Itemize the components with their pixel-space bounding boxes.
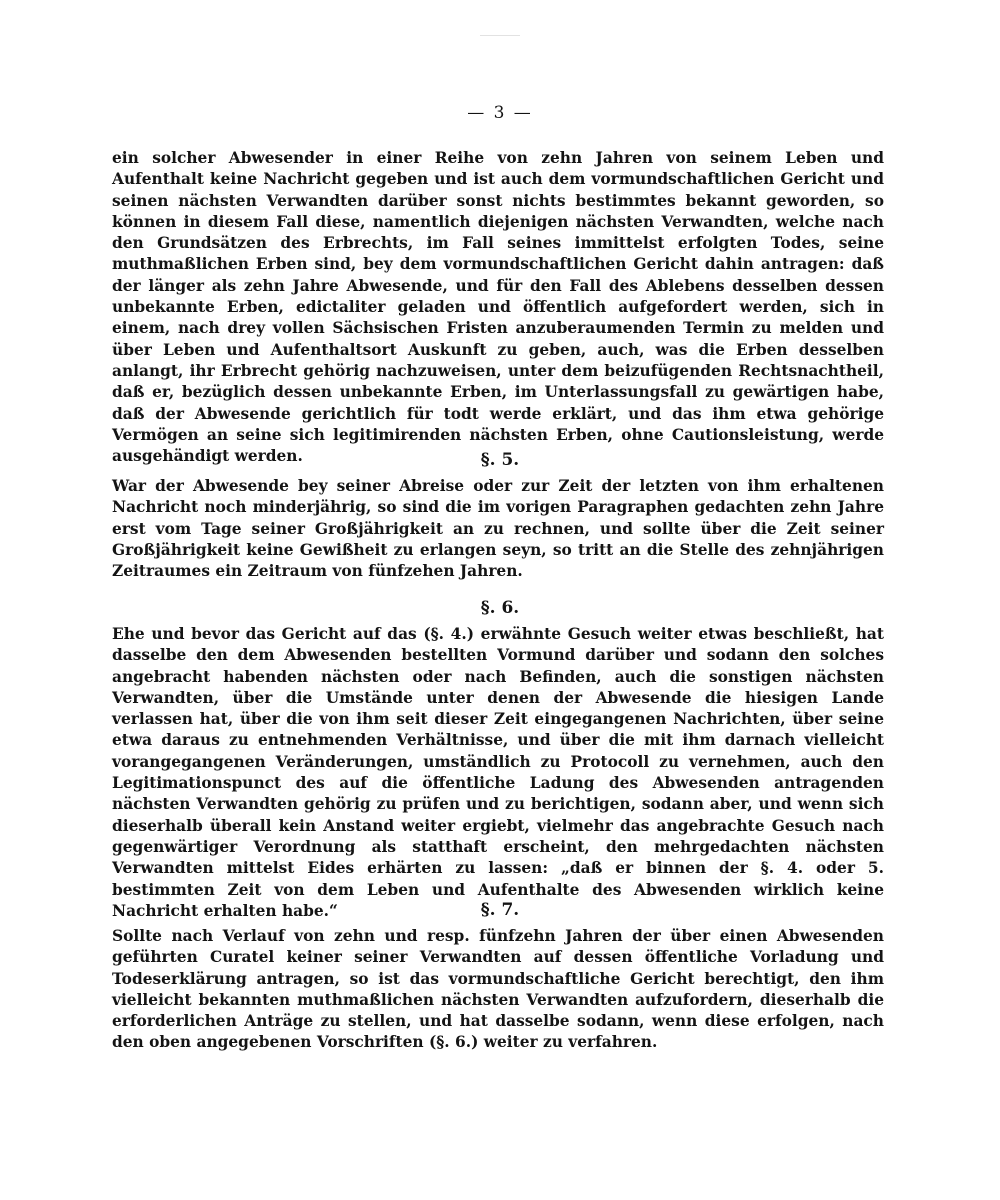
section-5-text: War der Abwesende bey seiner Abreise oder zur Zeit der letzten von ihm erhaltenen Nachricht noch minderjährig, so sind die im vorigen Paragraphen gedachten zehn Jahre erst vom Tage seiner Großjährigkeit an zu rechnen, und sollte über die Zeit seiner Großjährigkeit keine Gewißheit zu erlangen seyn, so tritt an die Stelle des zehnjährigen Zeitraumes ein Zeitraum von fünfzehen Jahren. <box>112 477 884 581</box>
section-6-text: Ehe und bevor das Gericht auf das (§. 4.) erwähnte Gesuch weiter etwas beschließt, hat dasselbe den dem Abwesenden bestellten Vormund darüber und sodann den solches angebracht habenden nächsten oder nach Befinden, auch die sonstigen nächsten Verwandten, über die Umstände unter denen der Abwesende die hiesigen Lande verlassen hat, über die von ihm seit dieser Zeit eingegangenen Nachrichten, über seine etwa daraus zu entnehmenden Verhältnisse, und über die mit ihm darnach vielleicht vorangegangenen Veränderungen, umständlich zu Protocoll zu vernehmen, auch den Legitimationspunct des auf die öffentliche Ladung des Abwesenden antragenden nächsten Verwandten gehörig zu prüfen und zu berichtigen, sodann aber, und wenn sich dieserhalb überall kein Anstand weiter ergiebt, vielmehr das angebrachte Gesuch nach gegenwärtiger Verordnung als statthaft erscheint, den mehrgedachten nächsten Verwandten mittelst Eides erhärten zu lassen: „daß er binnen der §. 4. oder 5. bestimmten Zeit von dem Leben und Aufenthalte des Abwesenden wirklich keine Nachricht erhalten habe.“ <box>112 625 884 920</box>
section-5-heading: §. 5. <box>480 450 520 470</box>
top-rule <box>480 35 520 36</box>
page-number: — 3 — <box>467 103 533 123</box>
section-7-text: Sollte nach Verlauf von zehn und resp. fünfzehn Jahren der über einen Abwesenden geführten Curatel keiner seiner Verwandten auf dessen öffentliche Vorladung und Todeserklärung antragen, so ist das vormundschaftliche Gericht berechtigt, den ihm vielleicht bekannten muthmaßlichen nächsten Verwandten aufzufordern, dieserhalb die erforderlichen Anträge zu stellen, und hat dasselbe sodann, wenn diese erfolgen, nach den oben angegebenen Vorschriften (§. 6.) weiter zu verfahren. <box>112 927 884 1052</box>
section-7-heading: §. 7. <box>480 900 520 920</box>
paragraph-intro: ein solcher Abwesender in einer Reihe von zehn Jahren von seinem Leben und Aufenthalt keine Nachricht gegeben und ist auch dem vormundschaftlichen Gericht und seinen nächsten Verwandten darüber sonst nichts bestimmtes bekannt geworden, so können in diesem Fall diese, namentlich diejenigen nächsten Verwandten, welche nach den Grundsätzen des Erbrechts, im Fall seines immittelst erfolgten Todes, seine muthmaßlichen Erben sind, bey dem vormundschaftlichen Gericht dahin antragen: daß der länger als zehn Jahre Abwesende, und für den Fall des Ablebens desselben dessen unbekannte Erben, edictaliter geladen und öffentlich aufgefordert werden, sich in einem, nach drey vollen Sächsischen Fristen anzuberaumenden Termin zu melden und über Leben und Aufenthaltsort Auskunft zu geben, auch, was die Erben desselben anlangt, ihr Erbrecht gehörig nachzuweisen, unter dem beizufügenden Rechtsnachtheil, daß er, bezüglich dessen unbekannte Erben, im Unterlassungsfall zu gewärtigen habe, daß der Abwesende gerichtlich für todt werde erklärt, und das ihm etwa gehörige Vermögen an seine sich legitimirenden nächsten Erben, ohne Cautionsleistung, werde ausgehändigt werden. <box>112 149 884 466</box>
section-6-heading: §. 6. <box>480 598 520 618</box>
